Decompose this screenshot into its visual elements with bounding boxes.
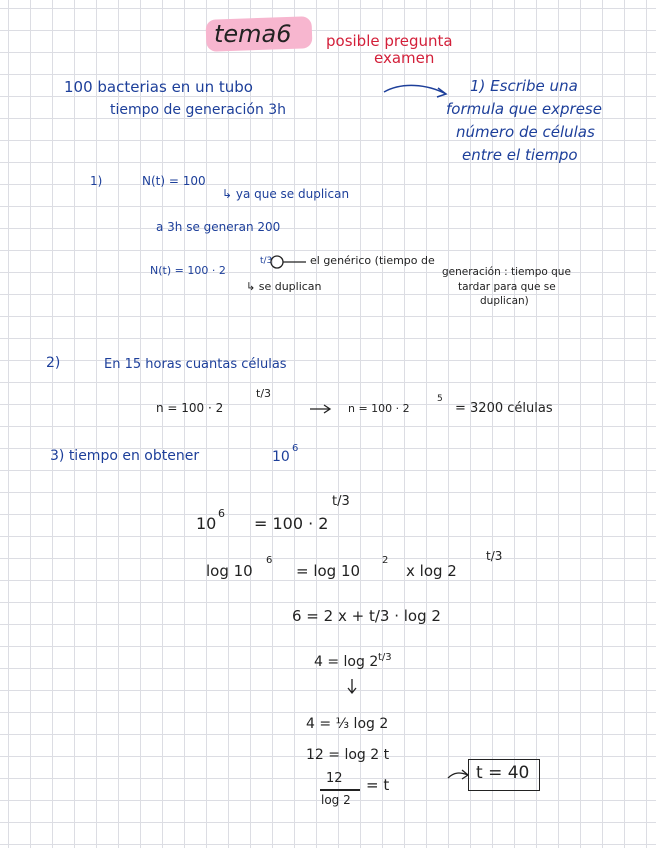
part1-line2: a 3h se generan 200 (156, 220, 281, 234)
part3-target: 10 (272, 449, 290, 465)
part1-equation2-exponent: t/3 (260, 256, 273, 266)
part1-generic-label: el genérico (tiempo de (310, 254, 435, 267)
step2-log-mid-exponent: 2 (382, 555, 389, 566)
circle-arrow-icon (270, 255, 310, 269)
down-arrow-icon (346, 678, 358, 696)
step6: 12 = log 2 t (306, 747, 390, 763)
step7-result: = t (366, 776, 390, 794)
task-line1: 1) Escribe una (470, 77, 578, 95)
part1-note1: ↳ ya que se duplican (222, 187, 350, 201)
part2-result: = 3200 células (455, 401, 553, 416)
intro-arrow-icon (382, 80, 452, 100)
step5: 4 = ⅓ log 2 (306, 716, 389, 732)
part2-equation-left-exponent: t/3 (256, 387, 272, 400)
step4-exponent: t/3 (378, 652, 392, 663)
step2-log-right: x log 2 (406, 562, 457, 580)
step1-right: = 100 · 2 (254, 514, 329, 533)
part1-definition2: tardar para que se (458, 281, 556, 293)
fraction-bar (320, 789, 360, 791)
step2-log-left: log 10 (206, 562, 253, 580)
task-line2: formula que exprese (446, 100, 602, 118)
part1-definition3: duplican) (480, 295, 529, 307)
step7-denominator: log 2 (321, 793, 351, 807)
step1-left: 10 (196, 514, 217, 533)
step2-log-right-exponent: t/3 (486, 549, 503, 563)
step2-log-left-exponent: 6 (266, 555, 273, 566)
task-line4: entre el tiempo (462, 146, 578, 164)
page-title: tema6 (214, 20, 292, 48)
part2-equation-left: n = 100 · 2 (156, 401, 224, 415)
part2-equation-right: n = 100 · 2 (348, 402, 410, 415)
part1-equation2: N(t) = 100 · 2 (150, 264, 226, 277)
part1-equation1: N(t) = 100 (142, 174, 206, 188)
exam-note-line2: examen (374, 49, 435, 67)
part1-definition1: generación : tiempo que (442, 266, 571, 278)
step7-numerator: 12 (326, 771, 343, 786)
step1-exponent: t/3 (332, 494, 350, 509)
part1-number: 1) (90, 174, 103, 188)
part2-question: En 15 horas cuantas células (104, 357, 287, 372)
final-answer: t = 40 (476, 763, 530, 783)
step1-left-exponent: 6 (218, 507, 225, 520)
part3-question: 3) tiempo en obtener (50, 448, 200, 464)
part3-target-exponent: 6 (292, 443, 299, 454)
step3: 6 = 2 x + t/3 · log 2 (292, 607, 441, 625)
part2-number: 2) (46, 355, 61, 371)
step4: 4 = log 2 (314, 654, 379, 670)
exam-note-line1: posible pregunta (326, 32, 453, 50)
part2-arrow-icon (308, 404, 334, 414)
part2-equation-right-exponent: 5 (437, 394, 443, 404)
intro-line2: tiempo de generación 3h (110, 102, 287, 118)
intro-line1: 100 bacterias en un tubo (64, 78, 253, 96)
part1-note2: ↳ se duplican (246, 280, 322, 293)
step2-log-mid: = log 10 (296, 562, 361, 580)
task-line3: número de células (456, 123, 595, 141)
